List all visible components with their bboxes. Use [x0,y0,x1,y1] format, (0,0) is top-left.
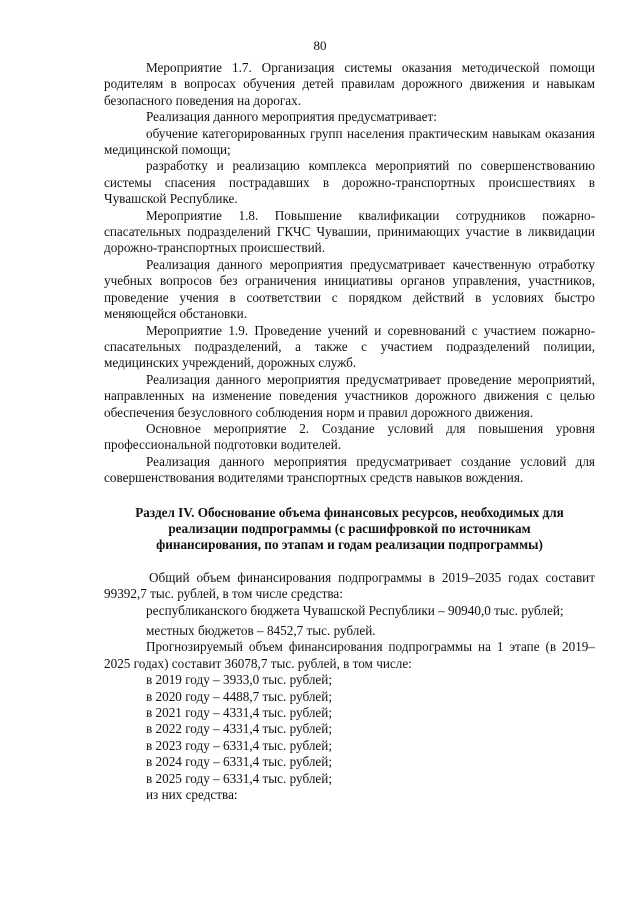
list-item-year: в 2019 году – 3933,0 тыс. рублей; [146,672,332,688]
list-item-year: в 2020 году – 4488,7 тыс. рублей; [146,688,332,704]
section-heading: Раздел IV. Обоснование объема финансовых ресурсов, необходимых для реализации подпрограммы (с расшифровкой по источникам финансирования, по этапам и годам реализации подпрограммы) [135,504,564,553]
paragraph: Реализация данного мероприятия предусматривает проведение мероприятий, направленных на изменение поведения участников дорожного движения с целью обеспечения безусловного соблюдения норм и правил дорожного движения. [104,371,595,420]
list-item-year: в 2021 году – 4331,4 тыс. рублей; [146,705,332,721]
paragraph: разработку и реализацию комплекса мероприятий по совершенствованию системы спасения пострадавших в дорожно-транспортных происшествиях в Чувашской Республике. [104,158,595,207]
paragraph-measure-1-9: Мероприятие 1.9. Проведение учений и соревнований с участием пожарно-спасательных подразделений, а также с участием подразделений полиции, медицинских учреждений, дорожных служб. [104,322,595,371]
closing-line: из них средства: [146,787,238,803]
list-item-year: в 2025 году – 6331,4 тыс. рублей; [146,770,332,786]
paragraph-main-measure-2: Основное мероприятие 2. Создание условий для повышения уровня профессиональной подготовки водителей. [104,420,595,453]
paragraph-total-funding: Общий объем финансирования подпрограммы в 2019–2035 годах составит 99392,7 тыс. рублей, в том числе средства: [104,569,595,602]
list-item-year: в 2022 году – 4331,4 тыс. рублей; [146,721,332,737]
paragraph: Реализация данного мероприятия предусматривает: [146,109,437,125]
paragraph: обучение категорированных групп населения практическим навыкам оказания медицинской помощи; [104,125,595,158]
paragraph-local-budgets: местных бюджетов – 8452,7 тыс. рублей. [146,623,376,638]
paragraph-republican-budget: республиканского бюджета Чувашской Республики – 90940,0 тыс. рублей; [146,602,564,618]
paragraph-stage-1-funding: Прогнозируемый объем финансирования подпрограммы на 1 этапе (в 2019–2025 годах) составит 36078,7 тыс. рублей, в том числе: [104,639,595,671]
paragraph: Реализация данного мероприятия предусматривает создание условий для совершенствования водителями транспортных средств навыков вождения. [104,453,595,486]
list-item-year: в 2023 году – 6331,4 тыс. рублей; [146,737,332,753]
document-body [104,60,595,803]
list-item-year: в 2024 году – 6331,4 тыс. рублей; [146,754,332,770]
paragraph: Реализация данного мероприятия предусматривает качественную отработку учебных вопросов без ограничения инициативы органов управления, участников, проведение учения в соответствии с порядком действий в условиях быстро меняющейся обстановки. [104,256,595,322]
paragraph-measure-1-7: Мероприятие 1.7. Организация системы оказания методической помощи родителям в вопросах обучения детей правилам дорожного движения и навыкам безопасного поведения на дорогах. [104,60,595,108]
paragraph-measure-1-8: Мероприятие 1.8. Повышение квалификации сотрудников пожарно-спасательных подразделений ГКЧС Чувашии, принимающих участие в ликвидации дорожно-транспортных происшествий. [104,207,595,256]
page-number: 80 [313,38,327,53]
